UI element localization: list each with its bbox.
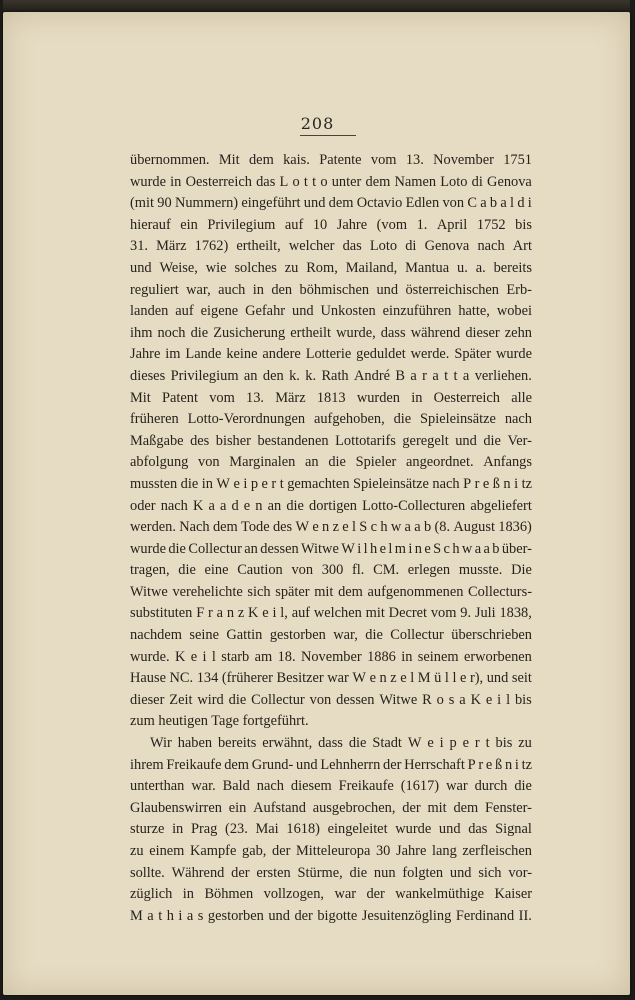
text-line: tragen, die eine Caution von 300 fl. CM. erlegen musste. Die bbox=[130, 562, 532, 579]
text-line: werden. Nach dem Tode des W e n z e l S c h w a a b (8. August 1836) bbox=[130, 519, 532, 536]
text-line: sturze in Prag (23. Mai 1618) eingeleitet wurde und das Signal bbox=[130, 821, 532, 838]
text-line: dieser Zeit wird die Collectur von dessen Witwe R o s a K e i l bis bbox=[130, 691, 532, 708]
text-line: unterthan war. Bald nach diesem Freikaufe (1617) war durch die bbox=[130, 778, 532, 795]
text-line: landen auf eigene Gefahr und Unkosten einzuführen hatte, wobei bbox=[130, 303, 532, 320]
text-line: zum heutigen Tage fortgeführt. bbox=[130, 713, 309, 730]
text-line: Hause NC. 134 (früherer Besitzer war W e n z e l M ü l l e r), und seit bbox=[130, 670, 532, 687]
text-line: Wir haben bereits erwähnt, dass die Stadt W e i p e r t bis zu bbox=[150, 735, 532, 752]
text-line: früheren Lotto-Verordnungen aufgehoben, die Spieleinsätze nach bbox=[130, 411, 532, 428]
text-line: abfolgung von Marginalen an die Spieler angeordnet. Anfangs bbox=[130, 454, 532, 471]
text-line: sollte. Während der ersten Stürme, die nun folgten und sich vor- bbox=[130, 864, 532, 881]
text-line: Mit Patent vom 13. März 1813 wurden in Oesterreich alle bbox=[130, 389, 532, 406]
text-line: zu einem Kampfe gab, der Mitteleuropa 30 Jahre lang zerfleischen bbox=[130, 843, 532, 859]
text-line: substituten F r a n z K e i l, auf welchen mit Decret vom 9. Juli 1838, bbox=[130, 605, 532, 622]
text-line: Glaubenswirren ein Aufstand ausgebrochen, der mit dem Fenster- bbox=[130, 799, 532, 816]
text-line: Maßgabe des bisher bestandenen Lottotarifs geregelt und die Ver- bbox=[130, 432, 532, 449]
text-line: Jahre im Lande keine andere Lotterie geduldet werde. Später wurde bbox=[130, 346, 532, 363]
text-line: ihm noch die Zusicherung ertheilt wurde, dass während dieser zehn bbox=[130, 324, 532, 341]
body-text bbox=[130, 150, 532, 927]
page-number-rule bbox=[300, 135, 356, 136]
text-line: M a t h i a s gestorben und der bigotte Jesuitenzögling Ferdinand II. bbox=[130, 907, 532, 924]
text-line: Witwe verehelichte sich später mit dem aufgenommenen Collecturs- bbox=[130, 583, 532, 600]
text-line: oder nach K a a d e n an die dortigen Lotto-Collecturen abgeliefert bbox=[130, 497, 532, 514]
text-line: mussten die in W e i p e r t gemachten Spieleinsätze nach P r e ß n i tz bbox=[130, 475, 532, 492]
text-line: dieses Privilegium an den k. k. Rath André B a r a t t a verliehen. bbox=[130, 367, 532, 384]
text-line: nachdem seine Gattin gestorben war, die Collectur überschrieben bbox=[130, 627, 532, 644]
text-line: züglich in Böhmen vollzogen, war der wankelmüthige Kaiser bbox=[130, 886, 532, 903]
text-line: und Weise, wie solches zu Rom, Mailand, Mantua u. a. bereits bbox=[130, 259, 532, 276]
text-line: wurde die Collectur an dessen Witwe W i l h e l m i n e S c h w a a b über- bbox=[130, 540, 532, 557]
text-line: 31. März 1762) ertheilt, welcher das Loto di Genova nach Art bbox=[130, 238, 532, 255]
text-line: wurde in Oesterreich das L o t t o unter dem Namen Loto di Genova bbox=[130, 173, 532, 190]
text-line: hierauf ein Privilegium auf 10 Jahre (vom 1. April 1752 bis bbox=[130, 216, 532, 233]
text-line: (mit 90 Nummern) eingeführt und dem Octavio Edlen von C a b a l d i bbox=[130, 195, 532, 212]
text-line: übernommen. Mit dem kais. Patente vom 13. November 1751 bbox=[130, 152, 532, 168]
text-line: reguliert war, auch in den böhmischen und österreichischen Erb- bbox=[130, 281, 532, 298]
page-number: 208 bbox=[300, 114, 335, 133]
text-line: ihrem Freikaufe dem Grund- und Lehnherrn der Herrschaft P r e ß n i tz bbox=[130, 756, 532, 773]
text-line: wurde. K e i l starb am 18. November 1886 in seinem erworbenen bbox=[130, 648, 532, 665]
